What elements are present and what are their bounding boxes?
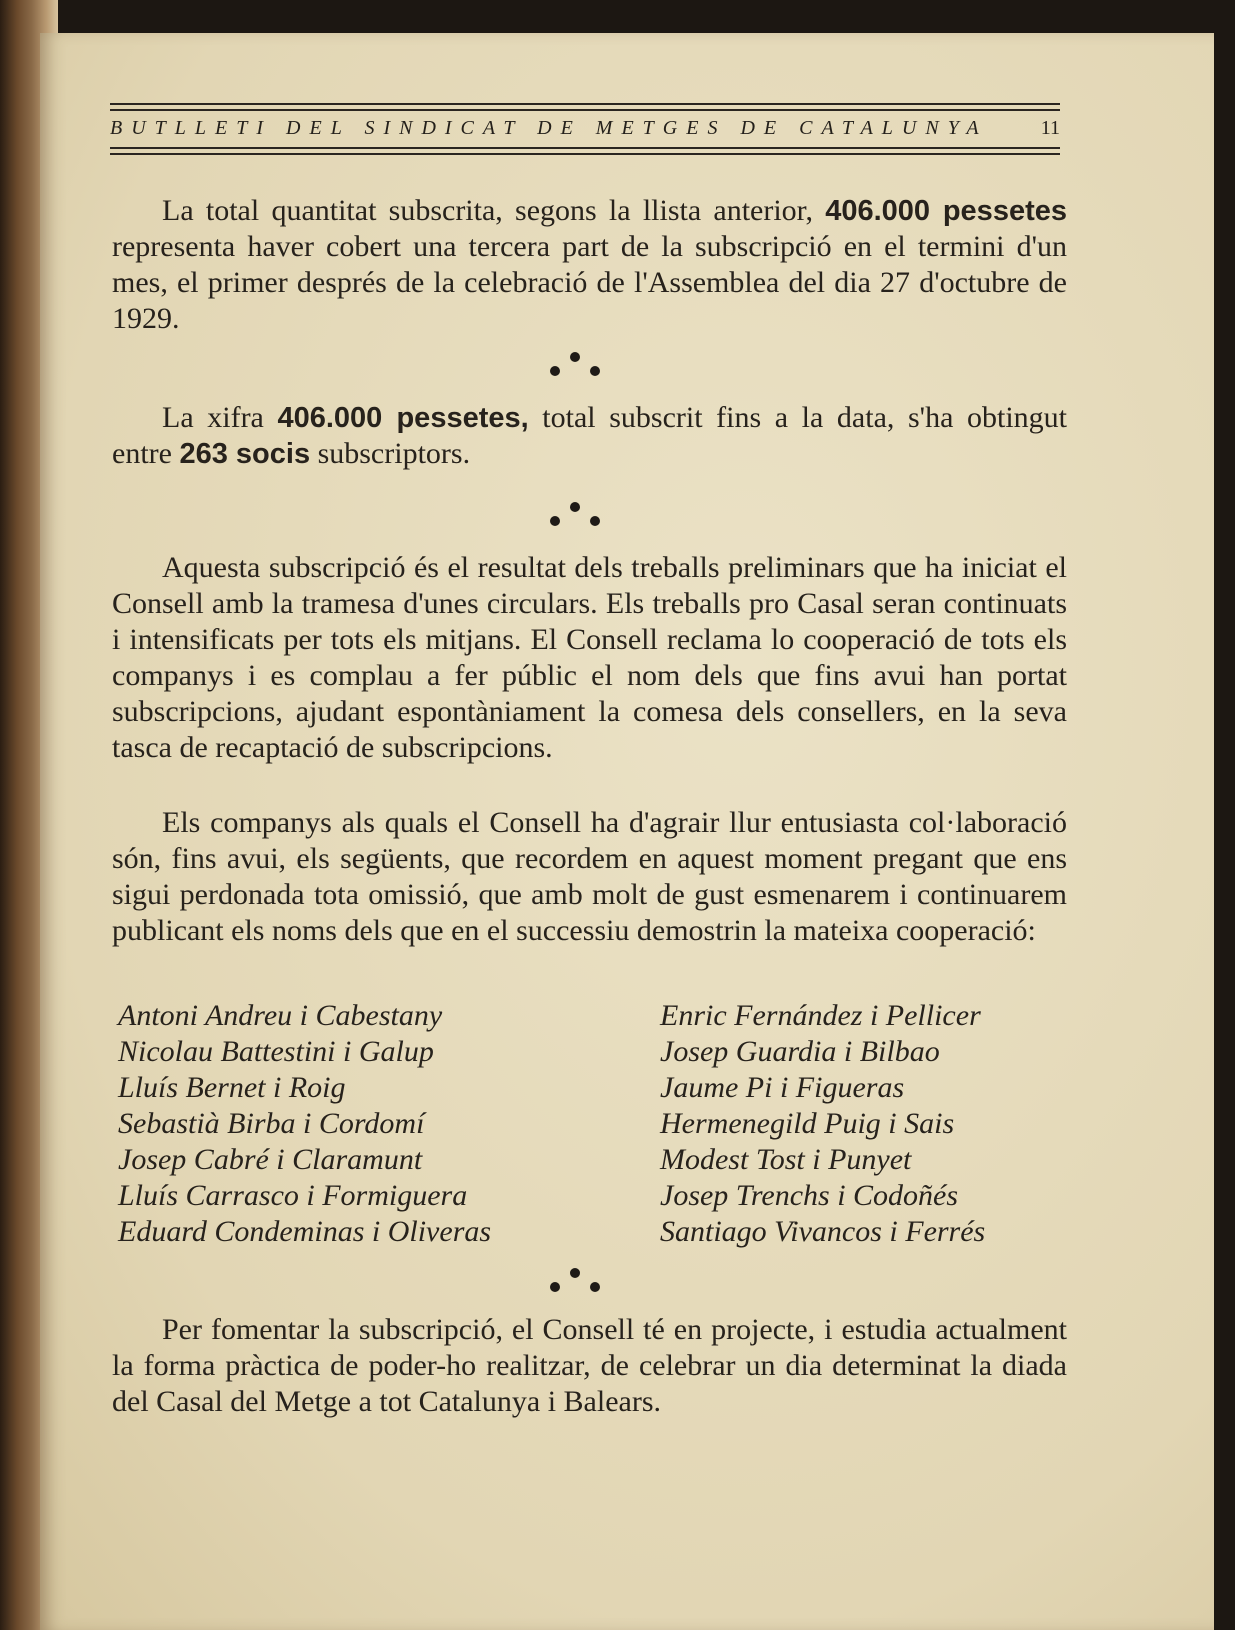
p5-text: Per fomentar la subscripció, el Consell té en projecte, i estudia actualment la forma pràctica de poder-ho realitzar, de celebrar un dia determinat la diada del Casal del Metge a tot Catalunya i Balears. [112, 1313, 1067, 1418]
name-entry: Lluís Carrasco i Formiguera [118, 1179, 468, 1212]
p2-text-1: La xifra [162, 401, 278, 434]
p2-text-2: total subscrit fins a la data, s'ha obtingut entre [112, 401, 1067, 470]
paragraph-total-subscribed [112, 193, 1067, 337]
name-entry: Lluís Bernet i Roig [118, 1071, 346, 1104]
name-entry: Modest Tost i Punyet [660, 1143, 912, 1176]
header-rule-bottom-inner [110, 147, 1060, 149]
name-entry: Santiago Vivancos i Ferrés [660, 1215, 986, 1248]
name-entry: Sebastià Birba i Cordomí [118, 1107, 425, 1140]
names-list-right [660, 998, 1140, 1250]
name-entry: Enric Fernández i Pellicer [660, 999, 981, 1032]
header-rule-top-inner [110, 109, 1060, 111]
p1-text-2: representa haver cobert una tercera part de la subscripció en el termini d'un mes, el primer després de la celebració de l'Assemblea del dia 27 d'octubre de 1929. [112, 230, 1067, 335]
paragraph-acknowledgement [112, 805, 1067, 949]
paragraph-preliminary-work [112, 550, 1067, 766]
asterism-divider [548, 1268, 608, 1298]
running-header [110, 100, 1060, 160]
names-list-left [118, 998, 598, 1250]
paragraph-casal-day [112, 1312, 1067, 1420]
p3-text: Aquesta subscripció és el resultat dels treballs preliminars que ha iniciat el Consell amb la tramesa d'unes circulars. Els treballs pro Casal seran continuats i intensificats per tots els mitjans. El Consell reclama lo cooperació de tots els companys i es complau a fer públic el nom dels que fins avui han portat subscripcions, ajudant espontàniament la comesa dels consellers, en la seva tasca de recaptació de subscripcions. [112, 551, 1067, 764]
name-entry: Josep Trenchs i Codoñés [660, 1179, 959, 1212]
paragraph-figure [112, 400, 1067, 472]
p2-members: 263 socis [179, 438, 311, 470]
asterism-divider [548, 352, 608, 382]
p4-text: Els companys als quals el Consell ha d'agrair llur entusiasta col·laboració són, fins avui, els següents, que recordem en aquest moment pregant que ens sigui perdonada tota omissió, que amb molt de gust esmenarem i continuarem publicant els noms dels que en el successiu demostrin la mateixa cooperació: [112, 806, 1067, 947]
name-entry: Eduard Condeminas i Oliveras [118, 1215, 492, 1248]
p1-text-1: La total quantitat subscrita, segons la llista anterior, [162, 194, 826, 227]
page-number: 11 [1040, 117, 1060, 139]
header-rule-top [110, 103, 1060, 105]
journal-title: BUTLLETI DEL SINDICAT DE METGES DE CATALUNYA [110, 117, 988, 139]
p2-amount: 406.000 pessetes, [277, 402, 529, 434]
name-entry: Josep Guardia i Bilbao [660, 1035, 940, 1068]
name-entry: Nicolau Battestini i Galup [118, 1035, 434, 1068]
name-entry: Jaume Pi i Figueras [660, 1071, 905, 1104]
header-rule-bottom [110, 153, 1060, 155]
name-entry: Hermenegild Puig i Sais [660, 1107, 955, 1140]
name-entry: Antoni Andreu i Cabestany [118, 999, 443, 1032]
asterism-divider [548, 502, 608, 532]
p1-amount: 406.000 pessetes [825, 195, 1067, 227]
name-entry: Josep Cabré i Claramunt [118, 1143, 423, 1176]
p2-text-3: subscriptors. [310, 437, 471, 470]
